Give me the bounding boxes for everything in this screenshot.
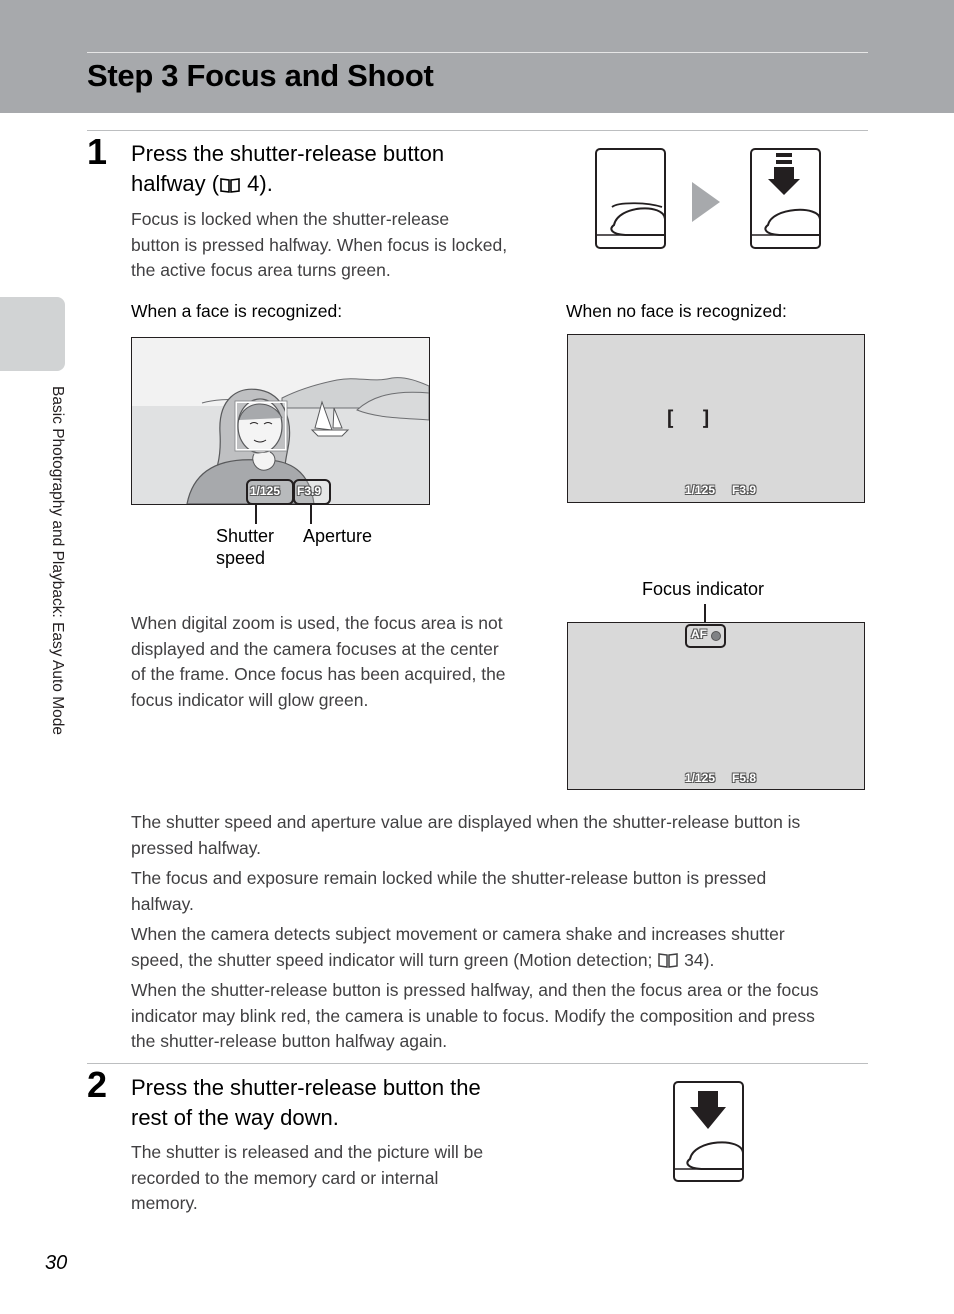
step2-heading-line1: Press the shutter-release button the xyxy=(131,1075,481,1100)
face-label: When a face is recognized: xyxy=(131,301,343,321)
step1-rule xyxy=(87,130,868,131)
camera-button-press-icon xyxy=(751,149,820,248)
step2-body-line3: memory. xyxy=(131,1193,198,1213)
section-tab xyxy=(0,297,65,371)
note1-line2: pressed halfway. xyxy=(131,837,262,858)
step2-body xyxy=(131,1140,483,1217)
note3-line1: When the camera detects subject movement or camera shake and increases shutter xyxy=(131,924,785,944)
step1-number: 1 xyxy=(87,131,108,172)
arrow-right-icon xyxy=(692,182,720,222)
half-press-illustration xyxy=(590,145,830,255)
face-screen xyxy=(131,337,430,505)
zoom-text-line4: focus indicator will glow green. xyxy=(131,689,369,710)
step1-heading-prefix: halfway ( xyxy=(131,171,220,196)
step1-heading-line1: Press the shutter-release button xyxy=(131,141,445,166)
face-shutter-speed: 1/125 xyxy=(250,484,281,498)
page-number: 30 xyxy=(45,1252,68,1274)
zoom-shutter-speed: 1/125 xyxy=(685,771,716,785)
page-title: Step 3 Focus and Shoot xyxy=(87,58,434,93)
noface-label: When no face is recognized: xyxy=(566,301,787,321)
zoom-text-line1: When digital zoom is used, the focus area is not xyxy=(131,613,503,633)
zoom-text-line2: displayed and the camera focuses at the center xyxy=(131,638,499,659)
af-indicator: AF xyxy=(691,627,707,641)
note2-line2: halfway. xyxy=(131,893,194,914)
camera-button-full-press-icon xyxy=(668,1077,750,1187)
step2-heading-line2: rest of the way down. xyxy=(131,1105,339,1130)
noface-aperture: F3.9 xyxy=(732,483,757,497)
shutter-speed-callout-line1: Shutter xyxy=(216,526,275,546)
noface-shutter-speed: 1/125 xyxy=(685,483,716,497)
aperture-callout: Aperture xyxy=(303,526,373,546)
shutter-speed-callout xyxy=(216,525,274,569)
note-display xyxy=(131,810,800,861)
note3-ref: 34). xyxy=(684,949,715,970)
step1-heading-ref: 4). xyxy=(247,171,273,196)
note4-line2: indicator may blink red, the camera is unable to focus. Modify the composition and press xyxy=(131,1005,815,1026)
book-icon xyxy=(657,952,679,968)
shutter-callout-line xyxy=(255,503,257,524)
step1-body-line3: the active focus area turns green. xyxy=(131,260,391,280)
note1-line1: The shutter speed and aperture value are displayed when the shutter-release button is xyxy=(131,812,801,832)
step2-rule xyxy=(87,1063,868,1064)
note-focus-fail xyxy=(131,978,818,1055)
zoom-screen xyxy=(567,622,865,790)
note3-line2 xyxy=(131,948,785,974)
zoom-text-line3: of the frame. Once focus has been acquired, the xyxy=(131,664,506,684)
zoom-text xyxy=(131,611,506,713)
step1-body-line2: button is pressed halfway. When focus is locked, xyxy=(131,234,508,255)
section-label: Basic Photography and Playback: Easy Auto Mode xyxy=(49,386,66,735)
note-lock xyxy=(131,866,766,917)
zoom-aperture: F5.8 xyxy=(732,771,757,785)
focus-area-brackets: [ ] xyxy=(664,406,713,430)
step1-body-line1: Focus is locked when the shutter-release xyxy=(131,209,450,229)
step1-heading xyxy=(131,139,444,199)
focus-dot-icon xyxy=(711,631,721,641)
header-rule xyxy=(87,52,868,53)
focus-indicator-callout: Focus indicator xyxy=(642,579,765,599)
step2-heading xyxy=(131,1073,481,1133)
focus-indicator-callout-line xyxy=(704,604,706,623)
note4-line1: When the shutter-release button is pressed halfway, and then the focus area or the focus xyxy=(131,980,819,1000)
step2-number: 2 xyxy=(87,1064,108,1105)
camera-button-half-icon xyxy=(596,149,665,248)
step1-body xyxy=(131,207,507,284)
step1-heading-line2 xyxy=(131,169,444,199)
note4-line3: the shutter-release button halfway again. xyxy=(131,1031,448,1051)
face-aperture: F3.9 xyxy=(297,484,322,498)
aperture-callout-line xyxy=(310,503,312,524)
noface-screen xyxy=(567,334,865,503)
note-motion xyxy=(131,922,785,973)
header-band xyxy=(0,0,954,113)
shutter-speed-callout-line2: speed xyxy=(216,548,266,568)
book-icon xyxy=(219,177,241,193)
note2-line1: The focus and exposure remain locked while the shutter-release button is pressed xyxy=(131,868,767,888)
note3-prefix: speed, the shutter speed indicator will turn green (Motion detection; xyxy=(131,949,653,970)
step2-body-line2: recorded to the memory card or internal xyxy=(131,1167,439,1188)
step2-body-line1: The shutter is released and the picture will be xyxy=(131,1142,484,1162)
